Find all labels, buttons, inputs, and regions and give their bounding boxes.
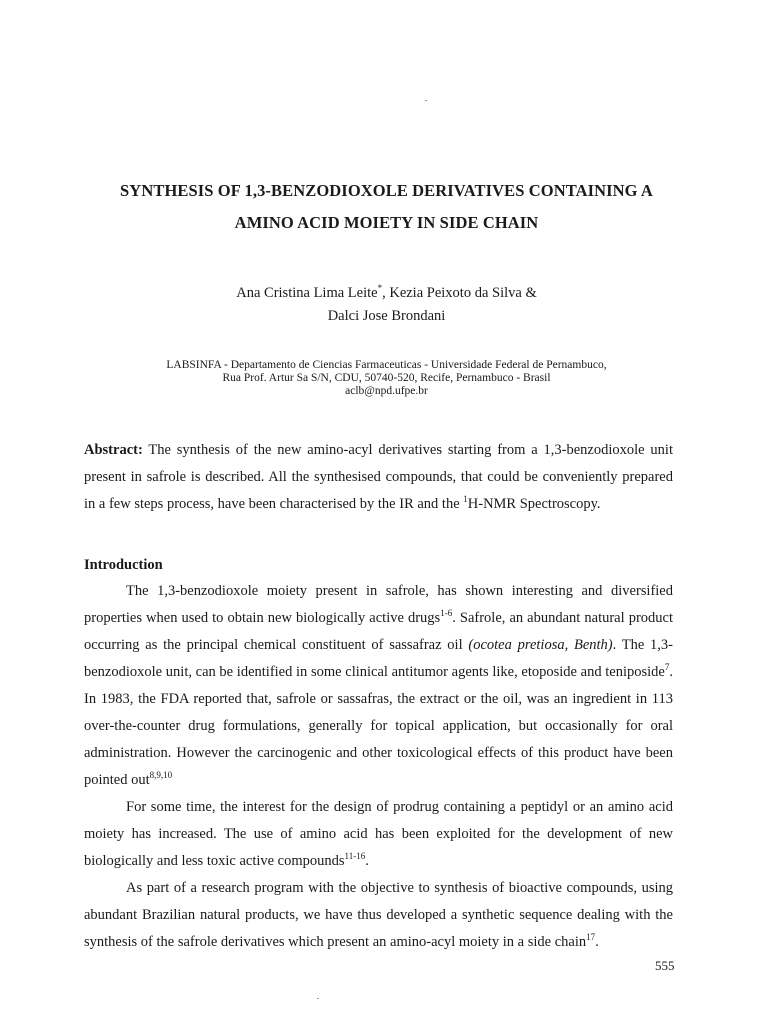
authors-line-1 [60, 282, 713, 305]
abstract-text-end: H-NMR Spectroscopy. [467, 496, 601, 512]
affiliation-line-2: Rua Prof. Artur Sa S/N, CDU, 50740-520, Recife, Pernambuco - Brasil [222, 372, 551, 384]
author-list [60, 282, 713, 328]
abstract-superscript: 1 [463, 494, 468, 504]
reference-superscript: 8,9,10 [149, 770, 173, 780]
title-line-2: AMINO ACID MOIETY IN SIDE CHAIN [234, 213, 539, 232]
paragraph-1 [84, 578, 673, 794]
corresponding-author-mark: * [377, 283, 383, 293]
introduction-body [84, 578, 673, 956]
paragraph-text: As part of a research program with the objective to synthesis of bioactive compounds, using abundant Brazilian natural products, we have thus developed a synthetic sequence dealing with the synthesis of the safrole derivatives which present an amino-acyl moiety in a side chain [84, 880, 673, 950]
authors-line-2: Dalci Jose Brondani [327, 308, 446, 324]
paragraph-text: . The 1,3-benzodioxole unit, can be identified in some clinical antitumor agents like, etoposide and teniposide [84, 637, 673, 680]
abstract-text: The synthesis of the new amino-acyl derivatives starting from a 1,3-benzodioxole unit present in safrole is described. All the synthesised compounds, that could be conveniently prepared in a few steps process, have been characterised by the IR and the [84, 442, 673, 512]
paragraph-text: . Safrole, an abundant natural product occurring as the principal chemical constituent of sassafraz oil [84, 610, 673, 653]
reference-superscript: 11-16 [344, 851, 366, 861]
scan-speck [425, 100, 427, 101]
affiliation [60, 359, 713, 398]
paragraph-text: . [365, 853, 369, 869]
abstract [84, 437, 673, 518]
title-line-1: SYNTHESIS OF 1,3-BENZODIOXOLE DERIVATIVES CONTAINING A [120, 181, 653, 200]
paragraph-text: For some time, the interest for the design of prodrug containing a peptidyl or an amino acid moiety has increased. The use of amino acid has been exploited for the development of new biologically and less toxic active compounds [84, 799, 673, 869]
author-names: , Kezia Peixoto da Silva & [382, 285, 537, 301]
author-name: Ana Cristina Lima Leite [236, 285, 378, 301]
affiliation-email: aclb@npd.ufpe.br [345, 385, 428, 397]
paragraph-3 [84, 875, 673, 956]
paragraph-text: The 1,3-benzodioxole moiety present in safrole, has shown interesting and diversified properties when used to obtain new biologically active drugs [84, 583, 673, 626]
paragraph-2 [84, 794, 673, 875]
abstract-label: Abstract: [84, 442, 143, 458]
affiliation-line-1: LABSINFA - Departamento de Ciencias Farmaceuticas - Universidade Federal de Pernambuco, [166, 359, 607, 371]
paper-title [60, 175, 713, 239]
reference-superscript: 1-6 [440, 608, 453, 618]
reference-superscript: 7 [664, 662, 670, 672]
species-name: (ocotea pretiosa, Benth) [468, 637, 613, 653]
page-number: 555 [655, 958, 675, 973]
scan-speck [317, 998, 319, 999]
reference-superscript: 17 [586, 932, 596, 942]
paragraph-text: . [595, 934, 599, 950]
paragraph-text: . In 1983, the FDA reported that, safrole or sassafras, the extract or the oil, was an ingredient in 113 over-the-counter drug formulations, generally for topical application, but occasionally for oral administration. However the carcinogenic and other toxicological effects of this product have been pointed out [84, 664, 673, 788]
section-heading-introduction: Introduction [84, 557, 163, 573]
